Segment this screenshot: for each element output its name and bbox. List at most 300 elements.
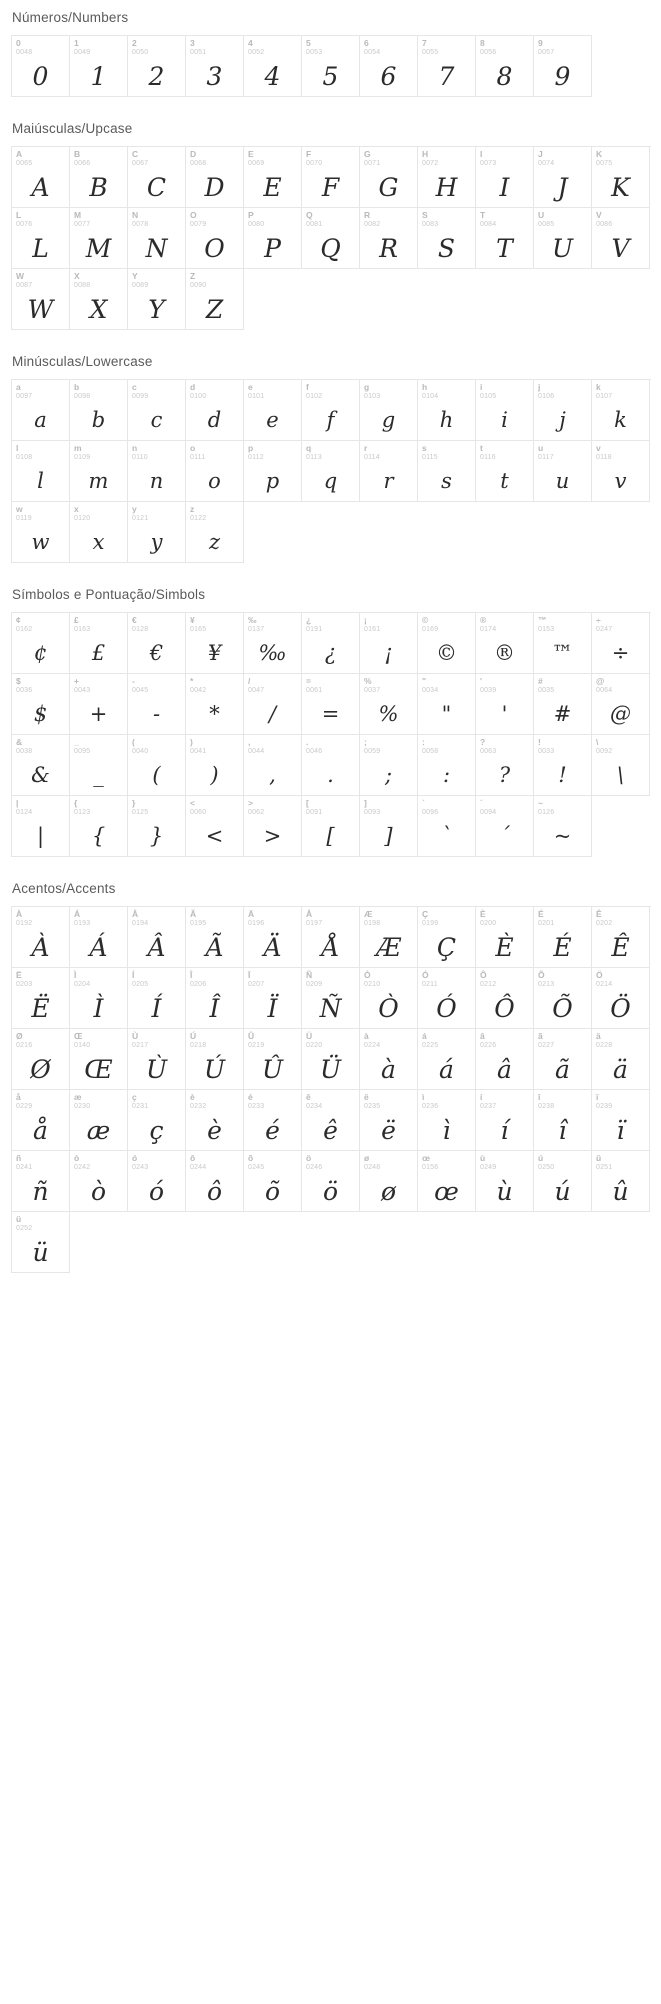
glyph-cell[interactable] xyxy=(360,1090,418,1151)
glyph-cell[interactable] xyxy=(360,441,418,502)
glyph-char-label: ø xyxy=(364,1153,370,1163)
glyph-preview: Ó xyxy=(436,994,457,1023)
glyph-preview: e xyxy=(266,408,279,432)
glyph-cell[interactable] xyxy=(244,907,302,968)
glyph-cell[interactable] xyxy=(592,208,650,269)
section-title: Acentos/Accents xyxy=(12,881,116,896)
glyph-preview: Ö xyxy=(610,994,631,1023)
glyph-section xyxy=(0,871,661,1273)
glyph-cell[interactable] xyxy=(592,380,650,441)
glyph-cell[interactable] xyxy=(592,674,650,735)
glyph-char-label: s xyxy=(422,443,428,453)
glyph-char-label: . xyxy=(306,737,309,747)
glyph-cell[interactable] xyxy=(128,36,186,97)
glyph-cell[interactable] xyxy=(360,674,418,735)
glyph-preview: N xyxy=(145,234,168,263)
glyph-cell[interactable] xyxy=(244,36,302,97)
glyph-cell[interactable] xyxy=(70,968,128,1029)
glyph-preview: @ xyxy=(610,702,631,726)
glyph-cell[interactable] xyxy=(302,147,360,208)
glyph-char-label: z xyxy=(190,504,195,514)
glyph-preview: Å xyxy=(321,933,340,962)
glyph-cell[interactable] xyxy=(418,1029,476,1090)
glyph-preview: " xyxy=(441,702,452,726)
glyph-cell[interactable] xyxy=(418,441,476,502)
glyph-cell[interactable] xyxy=(128,269,186,330)
glyph-code-label: 0099 xyxy=(132,393,149,400)
glyph-code-label: 0121 xyxy=(132,515,149,522)
glyph-preview: ] xyxy=(384,824,393,848)
glyph-char-label: v xyxy=(596,443,602,453)
glyph-code-label: 0209 xyxy=(306,981,323,988)
glyph-cell[interactable] xyxy=(244,208,302,269)
glyph-code-label: 0034 xyxy=(422,687,439,694)
glyph-char-label: 6 xyxy=(364,38,370,48)
glyph-preview: ¡ xyxy=(384,641,393,665)
glyph-cell[interactable] xyxy=(476,1029,534,1090)
glyph-code-label: 0042 xyxy=(190,687,207,694)
glyph-char-label: [ xyxy=(306,798,310,808)
glyph-cell[interactable] xyxy=(302,796,360,857)
glyph-char-label: # xyxy=(538,676,544,686)
glyph-cell[interactable] xyxy=(12,907,70,968)
glyph-cell[interactable] xyxy=(360,613,418,674)
glyph-code-label: 0194 xyxy=(132,920,149,927)
glyph-cell[interactable] xyxy=(244,1090,302,1151)
glyph-preview: $ xyxy=(33,702,48,726)
glyph-preview: , xyxy=(269,763,276,787)
glyph-cell[interactable] xyxy=(476,380,534,441)
glyph-cell[interactable] xyxy=(476,674,534,735)
glyph-cell[interactable] xyxy=(186,380,244,441)
glyph-cell[interactable] xyxy=(302,1151,360,1212)
glyph-cell[interactable] xyxy=(302,441,360,502)
glyph-cell[interactable] xyxy=(476,907,534,968)
glyph-char-label: $ xyxy=(16,676,22,686)
glyph-cell[interactable] xyxy=(70,735,128,796)
glyph-cell[interactable] xyxy=(534,1029,592,1090)
glyph-cell[interactable] xyxy=(476,796,534,857)
glyph-cell[interactable] xyxy=(128,613,186,674)
glyph-cell[interactable] xyxy=(592,613,650,674)
glyph-char-label: ç xyxy=(132,1092,138,1102)
section-title: Símbolos e Pontuação/Simbols xyxy=(12,587,206,602)
glyph-cell[interactable] xyxy=(186,907,244,968)
glyph-preview: C xyxy=(146,173,167,202)
glyph-cell[interactable] xyxy=(12,1151,70,1212)
glyph-cell[interactable] xyxy=(70,147,128,208)
glyph-char-label: > xyxy=(248,798,254,808)
glyph-preview: V xyxy=(611,234,630,263)
glyph-cell[interactable] xyxy=(128,1151,186,1212)
glyph-cell[interactable] xyxy=(128,441,186,502)
glyph-preview: ä xyxy=(613,1055,628,1084)
glyph-cell[interactable] xyxy=(592,1151,650,1212)
glyph-preview: X xyxy=(89,295,108,324)
glyph-cell[interactable] xyxy=(70,502,128,563)
glyph-preview: y xyxy=(150,530,163,554)
glyph-cell[interactable] xyxy=(418,907,476,968)
glyph-code-label: 0156 xyxy=(422,1164,439,1171)
glyph-code-label: 0094 xyxy=(480,809,497,816)
glyph-char-label: F xyxy=(306,149,312,159)
glyph-char-label: D xyxy=(190,149,197,159)
glyph-cell[interactable] xyxy=(70,36,128,97)
glyph-cell[interactable] xyxy=(592,441,650,502)
glyph-cell[interactable] xyxy=(12,1212,70,1273)
glyph-char-label: E xyxy=(248,149,254,159)
glyph-preview: Ø xyxy=(30,1055,51,1084)
glyph-cell[interactable] xyxy=(70,907,128,968)
glyph-cell[interactable] xyxy=(186,147,244,208)
glyph-cell[interactable] xyxy=(302,208,360,269)
glyph-preview: Á xyxy=(89,933,108,962)
glyph-cell[interactable] xyxy=(70,208,128,269)
glyph-preview: o xyxy=(208,469,221,493)
glyph-cell[interactable] xyxy=(186,613,244,674)
glyph-cell[interactable] xyxy=(244,1151,302,1212)
glyph-cell[interactable] xyxy=(418,735,476,796)
glyph-code-label: 0066 xyxy=(74,160,91,167)
glyph-code-label: 0074 xyxy=(538,160,555,167)
glyph-code-label: 0113 xyxy=(306,454,322,461)
glyph-preview: T xyxy=(496,234,513,263)
glyph-char-label: Ä xyxy=(248,909,255,919)
glyph-code-label: 0245 xyxy=(248,1164,265,1171)
glyph-cell[interactable] xyxy=(186,1151,244,1212)
glyph-cell[interactable] xyxy=(128,968,186,1029)
glyph-char-label: % xyxy=(364,676,372,686)
glyph-preview: + xyxy=(89,702,108,726)
glyph-cell[interactable] xyxy=(186,208,244,269)
glyph-cell[interactable] xyxy=(534,674,592,735)
glyph-preview: € xyxy=(149,641,164,665)
glyph-cell[interactable] xyxy=(128,735,186,796)
glyph-preview: * xyxy=(209,702,220,726)
glyph-cell[interactable] xyxy=(244,674,302,735)
glyph-cell[interactable] xyxy=(476,36,534,97)
glyph-cell[interactable] xyxy=(360,968,418,1029)
glyph-char-label: 9 xyxy=(538,38,544,48)
glyph-char-label: A xyxy=(16,149,23,159)
glyph-code-label: 0247 xyxy=(596,626,613,633)
glyph-preview: ê xyxy=(323,1116,338,1145)
glyph-cell[interactable] xyxy=(244,968,302,1029)
glyph-preview: ñ xyxy=(32,1177,49,1206)
glyph-code-label: 0200 xyxy=(480,920,497,927)
glyph-cell[interactable] xyxy=(592,735,650,796)
glyph-preview: > xyxy=(263,824,282,848)
glyph-cell[interactable] xyxy=(12,796,70,857)
glyph-char-label: { xyxy=(74,798,78,808)
glyph-cell[interactable] xyxy=(128,796,186,857)
glyph-cell[interactable] xyxy=(476,208,534,269)
glyph-cell[interactable] xyxy=(70,380,128,441)
glyph-preview: w xyxy=(31,530,50,554)
glyph-cell[interactable] xyxy=(70,1151,128,1212)
glyph-code-label: 0069 xyxy=(248,160,265,167)
glyph-cell[interactable] xyxy=(186,269,244,330)
glyph-cell[interactable] xyxy=(534,907,592,968)
glyph-cell[interactable] xyxy=(12,1029,70,1090)
glyph-code-label: 0085 xyxy=(538,221,555,228)
glyph-preview: Ì xyxy=(93,994,104,1023)
glyph-cell[interactable] xyxy=(302,968,360,1029)
glyph-code-label: 0096 xyxy=(422,809,439,816)
glyph-cell[interactable] xyxy=(418,613,476,674)
glyph-preview: Â xyxy=(147,933,166,962)
glyph-cell[interactable] xyxy=(360,208,418,269)
glyph-cell[interactable] xyxy=(534,208,592,269)
glyph-cell[interactable] xyxy=(302,907,360,968)
glyph-cell[interactable] xyxy=(302,1090,360,1151)
glyph-section xyxy=(0,0,661,97)
glyph-char-label: I xyxy=(480,149,483,159)
glyph-char-label: P xyxy=(248,210,254,220)
glyph-preview: é xyxy=(265,1116,280,1145)
glyph-cell[interactable] xyxy=(12,208,70,269)
glyph-cell[interactable] xyxy=(12,613,70,674)
glyph-code-label: 0201 xyxy=(538,920,555,927)
glyph-cell[interactable] xyxy=(360,380,418,441)
glyph-code-label: 0230 xyxy=(74,1103,91,1110)
glyph-cell[interactable] xyxy=(128,1029,186,1090)
glyph-preview: ´ xyxy=(499,824,510,848)
glyph-cell[interactable] xyxy=(360,735,418,796)
glyph-code-label: 0233 xyxy=(248,1103,265,1110)
glyph-cell[interactable] xyxy=(12,36,70,97)
glyph-preview: ) xyxy=(210,763,219,787)
glyph-code-label: 0227 xyxy=(538,1042,555,1049)
glyph-cell[interactable] xyxy=(12,269,70,330)
glyph-cell[interactable] xyxy=(302,36,360,97)
glyph-code-label: 0198 xyxy=(364,920,381,927)
glyph-cell[interactable] xyxy=(418,208,476,269)
glyph-cell[interactable] xyxy=(418,147,476,208)
glyph-cell[interactable] xyxy=(302,1029,360,1090)
glyph-preview: Ç xyxy=(436,933,457,962)
glyph-cell[interactable] xyxy=(70,441,128,502)
glyph-cell[interactable] xyxy=(12,380,70,441)
glyph-cell[interactable] xyxy=(186,1090,244,1151)
glyph-preview: x xyxy=(92,530,105,554)
glyph-cell[interactable] xyxy=(476,735,534,796)
glyph-cell[interactable] xyxy=(70,1029,128,1090)
glyph-char-label: ì xyxy=(422,1092,425,1102)
glyph-char-label: y xyxy=(132,504,138,514)
glyph-preview: É xyxy=(553,933,572,962)
glyph-char-label: ~ xyxy=(538,798,544,808)
glyph-cell[interactable] xyxy=(12,441,70,502)
glyph-cell[interactable] xyxy=(128,1090,186,1151)
glyph-code-label: 0165 xyxy=(190,626,207,633)
glyph-cell[interactable] xyxy=(592,147,650,208)
glyph-code-label: 0106 xyxy=(538,393,555,400)
glyph-cell[interactable] xyxy=(244,380,302,441)
glyph-cell[interactable] xyxy=(360,907,418,968)
glyph-cell[interactable] xyxy=(186,502,244,563)
glyph-cell[interactable] xyxy=(128,907,186,968)
glyph-cell[interactable] xyxy=(534,613,592,674)
glyph-cell[interactable] xyxy=(534,441,592,502)
glyph-cell[interactable] xyxy=(12,968,70,1029)
glyph-preview: v xyxy=(614,469,627,493)
glyph-char-label: c xyxy=(132,382,138,392)
glyph-cell[interactable] xyxy=(592,907,650,968)
glyph-code-label: 0047 xyxy=(248,687,265,694)
glyph-preview: ¢ xyxy=(33,641,48,665)
glyph-cell[interactable] xyxy=(534,380,592,441)
glyph-char-label: ; xyxy=(364,737,368,747)
glyph-char-label: Z xyxy=(190,271,196,281)
glyph-preview: s xyxy=(441,469,452,493)
glyph-code-label: 0092 xyxy=(596,748,613,755)
glyph-code-label: 0117 xyxy=(538,454,554,461)
glyph-char-label: ¢ xyxy=(16,615,22,625)
glyph-cell[interactable] xyxy=(12,735,70,796)
glyph-preview: í xyxy=(500,1116,509,1145)
glyph-cell[interactable] xyxy=(360,796,418,857)
glyph-code-label: 0238 xyxy=(538,1103,555,1110)
glyph-code-label: 0218 xyxy=(190,1042,207,1049)
glyph-cell[interactable] xyxy=(128,147,186,208)
glyph-cell[interactable] xyxy=(70,1090,128,1151)
glyph-cell[interactable] xyxy=(244,735,302,796)
glyph-cell[interactable] xyxy=(534,968,592,1029)
glyph-cell[interactable] xyxy=(476,441,534,502)
glyph-cell[interactable] xyxy=(70,796,128,857)
glyph-cell[interactable] xyxy=(70,269,128,330)
glyph-code-label: 0063 xyxy=(480,748,497,755)
glyph-cell[interactable] xyxy=(592,1090,650,1151)
glyph-cell[interactable] xyxy=(592,968,650,1029)
glyph-code-label: 0075 xyxy=(596,160,613,167)
glyph-code-label: 0232 xyxy=(190,1103,207,1110)
glyph-code-label: 0055 xyxy=(422,49,439,56)
glyph-preview: ú xyxy=(554,1177,571,1206)
glyph-cell[interactable] xyxy=(418,36,476,97)
glyph-char-label: Ô xyxy=(480,970,487,980)
glyph-cell[interactable] xyxy=(128,502,186,563)
glyph-code-label: 0068 xyxy=(190,160,207,167)
glyph-code-label: 0045 xyxy=(132,687,149,694)
glyph-preview: Æ xyxy=(375,933,402,962)
glyph-cell[interactable] xyxy=(244,613,302,674)
glyph-cell[interactable] xyxy=(186,968,244,1029)
glyph-cell[interactable] xyxy=(534,147,592,208)
glyph-cell[interactable] xyxy=(534,1151,592,1212)
glyph-code-label: 0073 xyxy=(480,160,497,167)
glyph-preview: . xyxy=(327,763,334,787)
glyph-preview: 0 xyxy=(32,62,49,91)
glyph-cell[interactable] xyxy=(534,796,592,857)
glyph-code-label: 0125 xyxy=(132,809,149,816)
glyph-cell[interactable] xyxy=(418,380,476,441)
glyph-cell[interactable] xyxy=(360,36,418,97)
glyph-cell[interactable] xyxy=(70,613,128,674)
glyph-cell[interactable] xyxy=(186,796,244,857)
glyph-cell[interactable] xyxy=(534,1090,592,1151)
glyph-code-label: 0038 xyxy=(16,748,33,755)
glyph-cell[interactable] xyxy=(302,380,360,441)
glyph-char-label: Á xyxy=(74,909,81,919)
section-title: Maiúsculas/Upcase xyxy=(12,121,133,136)
glyph-cell[interactable] xyxy=(186,674,244,735)
glyph-cell[interactable] xyxy=(12,147,70,208)
glyph-cell[interactable] xyxy=(12,1090,70,1151)
glyph-preview: t xyxy=(500,469,509,493)
glyph-preview: Ù xyxy=(145,1055,168,1084)
glyph-cell[interactable] xyxy=(476,147,534,208)
glyph-char-label: a xyxy=(16,382,22,392)
glyph-cell[interactable] xyxy=(12,502,70,563)
glyph-cell[interactable] xyxy=(186,1029,244,1090)
glyph-cell[interactable] xyxy=(244,147,302,208)
glyph-preview: 5 xyxy=(322,62,339,91)
glyph-char-label: 8 xyxy=(480,38,486,48)
glyph-cell[interactable] xyxy=(418,674,476,735)
glyph-cell[interactable] xyxy=(476,968,534,1029)
glyph-char-label: Å xyxy=(306,909,313,919)
glyph-preview: á xyxy=(439,1055,454,1084)
glyph-cell[interactable] xyxy=(534,36,592,97)
glyph-char-label: : xyxy=(422,737,426,747)
glyph-cell[interactable] xyxy=(534,735,592,796)
glyph-char-label: Ù xyxy=(132,1031,139,1041)
glyph-code-label: 0059 xyxy=(364,748,381,755)
glyph-preview: q xyxy=(323,469,338,493)
glyph-code-label: 0037 xyxy=(364,687,381,694)
glyph-cell[interactable] xyxy=(360,1029,418,1090)
glyph-cell[interactable] xyxy=(128,208,186,269)
glyph-char-label: ' xyxy=(480,676,483,686)
glyph-cell[interactable] xyxy=(418,796,476,857)
glyph-code-label: 0196 xyxy=(248,920,265,927)
glyph-char-label: 3 xyxy=(190,38,196,48)
glyph-cell[interactable] xyxy=(302,674,360,735)
glyph-cell[interactable] xyxy=(476,613,534,674)
glyph-cell[interactable] xyxy=(186,441,244,502)
glyph-code-label: 0202 xyxy=(596,920,613,927)
glyph-cell[interactable] xyxy=(592,1029,650,1090)
glyph-cell[interactable] xyxy=(418,1090,476,1151)
glyph-cell[interactable] xyxy=(244,1029,302,1090)
glyph-cell[interactable] xyxy=(186,735,244,796)
glyph-cell[interactable] xyxy=(70,674,128,735)
glyph-preview: { xyxy=(91,824,106,848)
glyph-cell[interactable] xyxy=(476,1090,534,1151)
glyph-code-label: 0056 xyxy=(480,49,497,56)
glyph-char-label: X xyxy=(74,271,80,281)
glyph-code-label: 0210 xyxy=(364,981,381,988)
glyph-cell[interactable] xyxy=(128,380,186,441)
glyph-char-label: Ó xyxy=(422,970,429,980)
glyph-cell[interactable] xyxy=(418,1151,476,1212)
glyph-char-label: Ì xyxy=(74,970,77,980)
glyph-cell[interactable] xyxy=(244,796,302,857)
glyph-cell[interactable] xyxy=(244,441,302,502)
glyph-cell[interactable] xyxy=(186,36,244,97)
glyph-cell[interactable] xyxy=(476,1151,534,1212)
glyph-cell[interactable] xyxy=(360,1151,418,1212)
glyph-preview: g xyxy=(381,408,396,432)
glyph-cell[interactable] xyxy=(12,674,70,735)
glyph-cell[interactable] xyxy=(360,147,418,208)
glyph-cell[interactable] xyxy=(418,968,476,1029)
glyph-cell[interactable] xyxy=(302,613,360,674)
glyph-cell[interactable] xyxy=(302,735,360,796)
glyph-cell[interactable] xyxy=(128,674,186,735)
